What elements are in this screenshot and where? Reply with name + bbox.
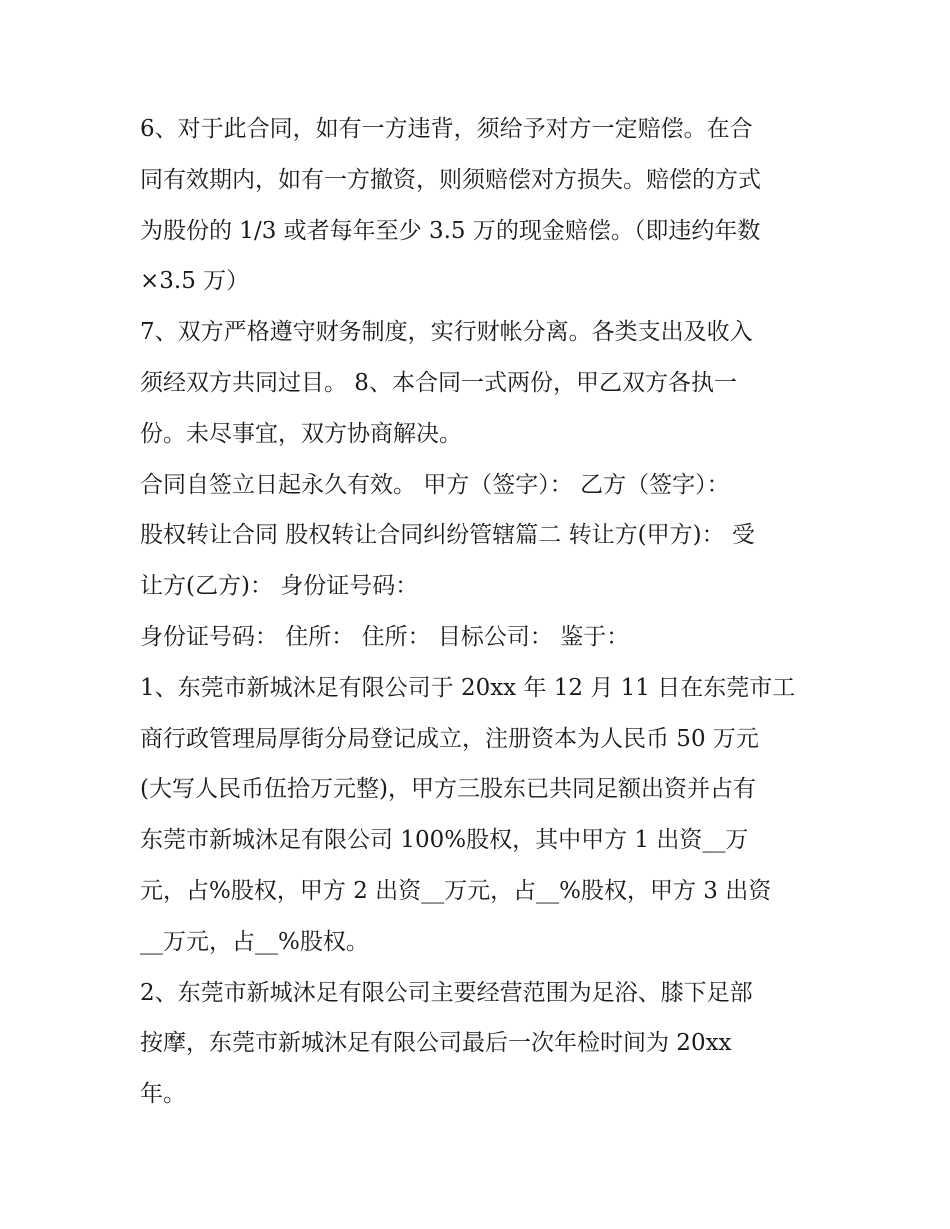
- clause-6-line-1: 6、对于此合同，如有一方违背，须给予对方一定赔偿。在合: [140, 116, 753, 142]
- recital-1-line-3: (大写人民币伍拾万元整)，甲方三股东已共同足额出资并占有: [140, 776, 756, 803]
- document-page: [140, 104, 820, 1120]
- clause-6-line-2: 同有效期内，如有一方撤资，则须赔偿对方损失。赔偿的方式: [140, 166, 761, 193]
- clause-8-line-1: 份。未尽事宜，双方协商解决。: [140, 420, 462, 447]
- contract-two-heading-line-2: 让方(乙方)： 身份证号码：: [140, 573, 419, 600]
- recital-1-line-1: 1、东莞市新城沐足有限公司于 20xx 年 12 月 11 日在东莞市工: [140, 674, 796, 701]
- recital-1-line-4: 东莞市新城沐足有限公司 100%股权，其中甲方 1 出资__万: [140, 827, 749, 854]
- clause-6-line-3: 为股份的 1/3 或者每年至少 3.5 万的现金赔偿。（即违约年数: [140, 217, 761, 244]
- clause-7-line-1: 7、双方严格遵守财务制度，实行财帐分离。各类支出及收入: [140, 319, 753, 346]
- recital-2-line-2: 按摩，东莞市新城沐足有限公司最后一次年检时间为 20xx: [140, 1030, 732, 1057]
- recital-2-line-1: 2、东莞市新城沐足有限公司主要经营范围为足浴、膝下足部: [140, 979, 753, 1006]
- recital-1-line-2: 商行政管理局厚街分局登记成立，注册资本为人民币 50 万元: [140, 725, 759, 752]
- clause-7-line-2: 须经双方共同过目。 8、本合同一式两份，甲乙双方各执一: [140, 369, 737, 396]
- contract-two-heading-line-1: 股权转让合同 股权转让合同纠纷管辖篇二 转让方(甲方)： 受: [140, 522, 755, 549]
- recital-2-line-3: 年。: [140, 1081, 186, 1108]
- signature-line: 合同自签立日起永久有效。 甲方（签字）： 乙方（签字）：: [140, 471, 730, 498]
- party-info-line: 身份证号码： 住所： 住所： 目标公司： 鉴于：: [140, 623, 630, 650]
- recital-1-line-5: 元，占%股权，甲方 2 出资__万元，占__%股权，甲方 3 出资: [140, 877, 772, 904]
- clause-6-line-4: ×3.5 万）: [140, 268, 250, 295]
- recital-1-line-6: __万元，占__%股权。: [140, 928, 369, 955]
